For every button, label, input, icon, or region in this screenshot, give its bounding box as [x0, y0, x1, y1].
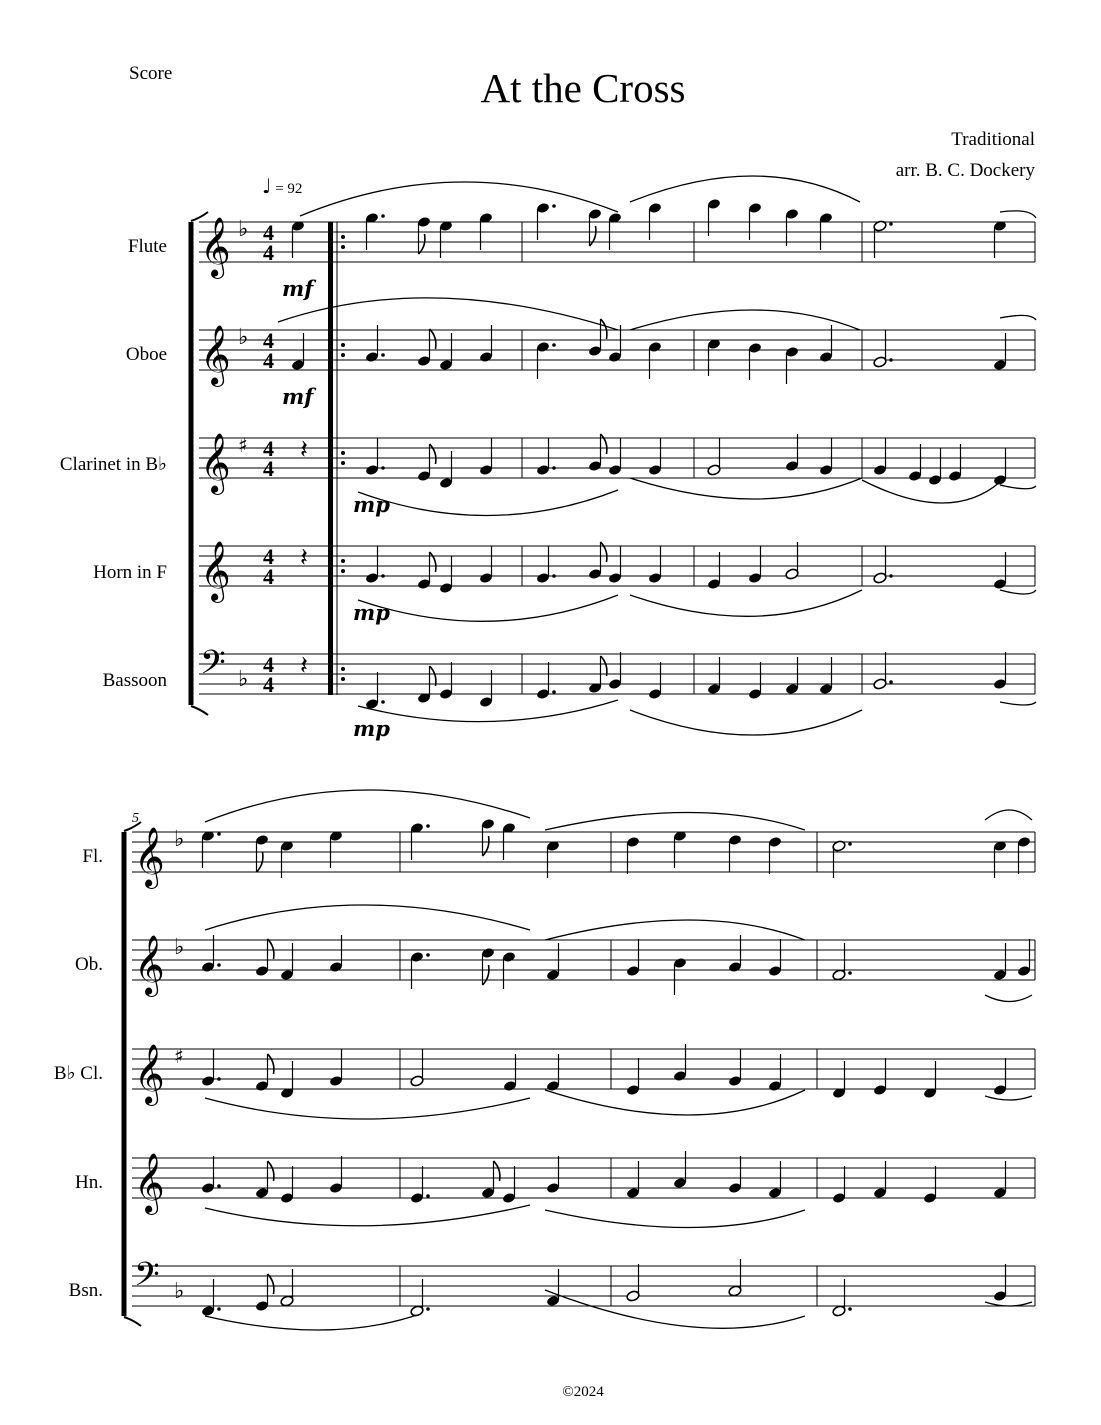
note — [588, 542, 607, 580]
bass-clef-icon: 𝄢 — [200, 644, 226, 690]
treble-clef-icon: 𝄞 — [134, 827, 165, 887]
note — [410, 822, 430, 860]
note — [329, 1156, 343, 1194]
svg-text:4: 4 — [263, 456, 274, 481]
note — [993, 1161, 1007, 1199]
note — [993, 1058, 1007, 1096]
note — [201, 935, 221, 973]
note — [201, 1049, 221, 1087]
note — [648, 438, 662, 476]
note — [993, 943, 1007, 981]
note — [410, 1279, 430, 1317]
note — [928, 448, 942, 486]
svg-text:4: 4 — [263, 564, 274, 589]
note — [768, 1161, 782, 1199]
note — [819, 325, 833, 363]
note — [329, 935, 343, 973]
note — [417, 552, 436, 590]
note — [536, 202, 556, 240]
flat-icon: ♭ — [238, 667, 249, 692]
note — [365, 672, 385, 710]
note — [255, 939, 274, 977]
treble-clef-icon: 𝄞 — [134, 1044, 165, 1104]
note — [201, 1279, 221, 1317]
note — [648, 202, 662, 240]
measure-number: 5 — [132, 811, 139, 826]
note — [728, 1259, 742, 1297]
svg-text:4: 4 — [263, 436, 274, 461]
quarter-rest-icon: 𝄽 — [300, 435, 308, 465]
quarter-rest-icon: 𝄽 — [300, 543, 308, 573]
instrument-name: Ob. — [75, 954, 103, 975]
svg-text:4: 4 — [263, 652, 274, 677]
copyright-notice: ©2024 — [562, 1384, 604, 1400]
note — [479, 325, 493, 363]
note — [608, 325, 622, 363]
note — [923, 1061, 937, 1099]
note — [546, 1054, 560, 1092]
note — [608, 652, 622, 690]
note — [365, 438, 385, 476]
treble-clef-icon: 𝄞 — [200, 325, 231, 385]
note — [768, 939, 782, 977]
note — [365, 546, 385, 584]
note — [923, 1166, 937, 1204]
instrument-name: Fl. — [82, 846, 103, 867]
note — [479, 670, 493, 708]
svg-text:4: 4 — [263, 544, 274, 569]
note — [255, 834, 269, 872]
note — [626, 1161, 640, 1199]
note — [546, 1269, 560, 1307]
note — [1017, 939, 1031, 977]
note — [417, 444, 436, 482]
note — [439, 333, 453, 371]
note — [728, 935, 742, 973]
note — [785, 657, 799, 695]
note — [748, 342, 762, 380]
note — [728, 834, 742, 872]
svg-text:4: 4 — [263, 220, 274, 245]
note — [873, 438, 887, 476]
bracket-bottom-hook — [191, 706, 208, 715]
instrument-name: Clarinet in B♭ — [59, 454, 167, 475]
note — [707, 438, 721, 476]
note — [832, 1279, 852, 1317]
note — [819, 438, 833, 476]
note — [785, 542, 799, 580]
notes-layer — [201, 198, 1031, 1317]
note — [481, 1161, 500, 1199]
note — [707, 657, 721, 695]
note — [748, 202, 762, 240]
note — [280, 1269, 294, 1307]
dynamic-marking: mp — [353, 716, 390, 741]
slur — [205, 790, 1032, 1330]
dynamic-marking: mp — [353, 492, 390, 517]
note — [626, 836, 640, 874]
note — [329, 1049, 343, 1087]
note — [439, 556, 453, 594]
note — [588, 208, 602, 246]
instrument-name: Oboe — [125, 344, 167, 365]
note — [608, 438, 622, 476]
page-title: At the Cross — [480, 65, 686, 111]
note — [417, 216, 431, 254]
staff-flute — [199, 222, 1035, 262]
note — [873, 330, 893, 368]
flat-icon: ♭ — [174, 935, 185, 960]
slur — [278, 176, 1036, 735]
note — [479, 546, 493, 584]
note — [832, 943, 852, 981]
note — [673, 957, 687, 995]
note — [588, 319, 607, 357]
note — [707, 552, 721, 590]
note — [626, 939, 640, 977]
note — [536, 546, 556, 584]
flat-icon: ♭ — [238, 325, 249, 350]
note — [546, 1156, 560, 1194]
bass-clef-icon: 𝄢 — [134, 1256, 160, 1302]
svg-text:4: 4 — [263, 348, 274, 373]
composer-credit: Traditional — [951, 129, 1035, 150]
sharp-icon: ♯ — [238, 433, 248, 457]
note — [417, 666, 436, 704]
note — [832, 1166, 846, 1204]
svg-text:4: 4 — [263, 240, 274, 265]
dynamic-marking: mf — [282, 276, 314, 301]
note — [832, 1061, 846, 1099]
instrument-name: B♭ Cl. — [53, 1063, 103, 1084]
note — [748, 662, 762, 700]
note — [503, 1054, 517, 1092]
note — [768, 1054, 782, 1092]
note — [1017, 836, 1031, 874]
note — [673, 1151, 687, 1189]
note — [417, 329, 436, 367]
note — [502, 822, 516, 860]
instrument-name: Bassoon — [102, 670, 167, 691]
note — [608, 546, 622, 584]
note — [768, 836, 782, 874]
treble-clef-icon: 𝄞 — [200, 217, 231, 277]
note — [280, 1166, 294, 1204]
note — [873, 1161, 887, 1199]
note — [873, 546, 893, 584]
score-label: Score — [129, 63, 173, 84]
note — [707, 198, 721, 236]
note — [728, 1156, 742, 1194]
treble-clef-icon: 𝄞 — [200, 433, 231, 493]
note — [291, 333, 305, 371]
note — [785, 208, 799, 246]
note — [365, 325, 385, 363]
note — [748, 546, 762, 584]
staff-bassoon — [199, 654, 1035, 694]
quarter-rest-icon: 𝄽 — [300, 651, 308, 681]
instrument-name: Flute — [127, 236, 167, 257]
treble-clef-icon: 𝄞 — [200, 541, 231, 601]
svg-text:4: 4 — [263, 672, 274, 697]
note — [819, 212, 833, 250]
note — [255, 1054, 274, 1092]
quarter-note-icon: ♩ — [262, 174, 272, 198]
note — [481, 818, 495, 856]
note — [648, 662, 662, 700]
time-signature — [263, 220, 274, 697]
instrument-name: Horn in F — [93, 562, 167, 583]
note — [365, 212, 385, 250]
note — [546, 943, 560, 981]
note — [255, 1161, 274, 1199]
tempo-value: = 92 — [275, 181, 303, 197]
sharp-icon: ♯ — [174, 1044, 184, 1068]
note — [439, 451, 453, 489]
note — [993, 333, 1007, 371]
note — [588, 434, 607, 472]
note — [728, 1049, 742, 1087]
arranger-credit: arr. B. C. Dockery — [895, 160, 1035, 181]
flat-icon: ♭ — [174, 1279, 185, 1304]
note — [280, 943, 294, 981]
note — [993, 552, 1007, 590]
note — [948, 444, 962, 482]
instrument-name: Hn. — [75, 1172, 103, 1193]
note — [993, 652, 1007, 690]
dynamic-marking: mf — [282, 384, 314, 409]
note — [873, 1058, 887, 1096]
note — [502, 1166, 516, 1204]
treble-clef-icon: 𝄞 — [134, 935, 165, 995]
note — [908, 444, 922, 482]
flat-icon: ♭ — [238, 217, 249, 242]
note — [536, 438, 556, 476]
note — [608, 212, 622, 250]
system-2 — [54, 790, 1035, 1330]
note — [479, 438, 493, 476]
note — [479, 212, 493, 250]
note — [673, 1044, 687, 1082]
note — [993, 448, 1007, 486]
instrument-name: Bsn. — [68, 1280, 103, 1301]
note — [626, 1058, 640, 1096]
note — [648, 546, 662, 584]
dynamic-marking: mp — [353, 600, 390, 625]
note — [993, 1264, 1007, 1302]
note — [410, 1049, 424, 1087]
note — [785, 346, 799, 384]
treble-clef-icon: 𝄞 — [134, 1153, 165, 1213]
note — [588, 656, 607, 694]
note — [819, 657, 833, 695]
staff-oboe — [199, 330, 1035, 370]
flat-icon: ♭ — [174, 827, 185, 852]
bracket-bottom-hook — [124, 1317, 141, 1326]
svg-text:4: 4 — [263, 328, 274, 353]
note — [439, 662, 453, 700]
note — [280, 1061, 294, 1099]
note — [626, 1264, 640, 1302]
note — [481, 947, 495, 985]
note — [785, 434, 799, 472]
